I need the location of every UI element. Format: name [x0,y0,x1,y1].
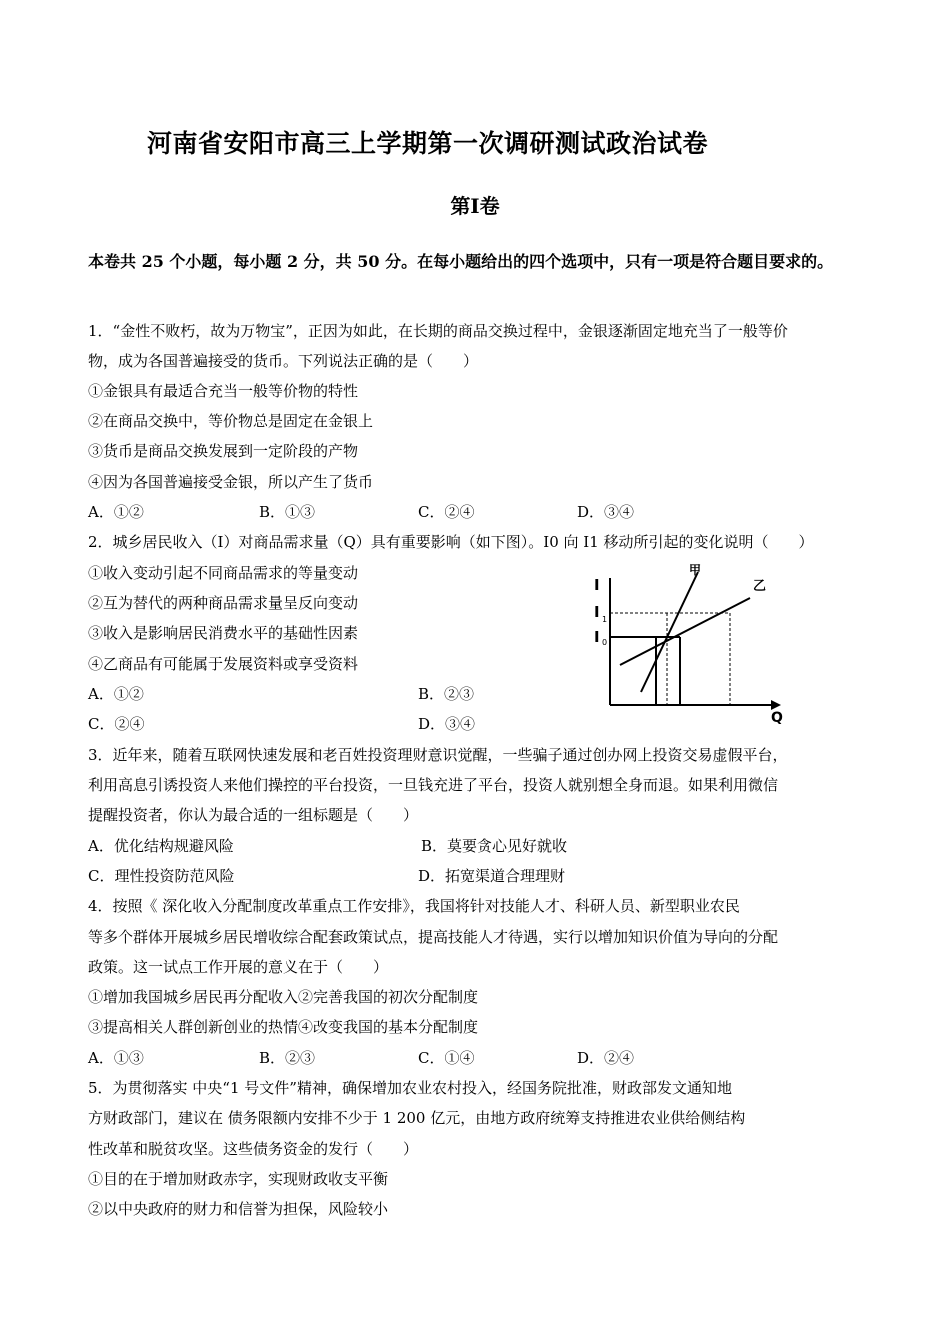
line-yi-label: 乙 [753,579,767,594]
q1-option-a: A．①② [88,503,144,521]
q4-option-d: D．②④ [577,1049,635,1067]
q1-item-3: ③货币是商品交换发展到一定阶段的产物 [88,442,359,460]
q2-option-a: A．①② [88,685,144,703]
q1-item-4: ④因为各国普遍接受金银，所以产生了货币 [88,473,374,491]
q4-stem-line1: 4．按照《 深化收入分配制度改革重点工作安排》，我国将针对技能人才、科研人员、新型职业农民 [88,897,740,915]
q3-option-c: C．理性投资防范风险 [88,867,235,885]
page-title: 河南省安阳市高三上学期第一次调研测试政治试卷 [147,129,709,158]
q2-option-b: B．②③ [418,685,475,703]
q1-option-b: B．①③ [259,503,316,521]
q5-item-2: ②以中央政府的财力和信誉为担保，风险较小 [88,1200,389,1218]
section-heading: 第Ⅰ卷 [450,194,500,218]
instructions: 本卷共 25 个小题，每小题 2 分，共 50 分。在每小题给出的四个选项中，只有一项是符合题目要求的。 [88,252,834,271]
i0-label: I [594,628,600,646]
line-jia-label: 甲 [689,563,702,577]
y-axis-label: I [594,576,600,594]
x-axis-arrow [771,700,781,710]
q5-stem-line1: 5．为贯彻落实 中央“1 号文件”精神，确保增加农业农村投入，经国务院批准，财政部发文通知地 [88,1079,732,1097]
i1-subscript: 1 [602,615,608,624]
q1-option-d: D．③④ [577,503,635,521]
i0-subscript: 0 [602,638,608,647]
q3-stem-line3: 提醒投资者，你认为最合适的一组标题是（ ） [88,806,419,824]
q1-option-c: C．②④ [418,503,475,521]
q3-stem-line2: 利用高息引诱投资人来他们操控的平台投资，一旦钱充进了平台，投资人就别想全身而退。如果利用微信 [88,776,779,794]
q3-stem-line1: 3．近年来，随着互联网快速发展和老百姓投资理财意识觉醒，一些骗子通过创办网上投资交易虚假平台， [88,746,788,764]
q3-option-b: B．莫要贪心见好就收 [421,837,568,855]
q2-option-d: D．③④ [418,715,476,733]
q1-stem-line1: 1．“金性不败朽，故为万物宝”，正因为如此，在长期的商品交换过程中，金银逐渐固定地充当了一般等价 [88,322,788,340]
q5-stem-line3: 性改革和脱贫攻坚。这些债务资金的发行（ ） [88,1140,419,1158]
income-demand-diagram [585,560,795,735]
q4-option-a: A．①③ [88,1049,144,1067]
line-jia [641,572,698,692]
q1-stem-line2: 物，成为各国普遍接受的货币。下列说法正确的是（ ） [88,352,479,370]
q2-stem: 2．城乡居民收入（I）对商品需求量（Q）具有重要影响（如下图）。I0 向 I1 移动所引起的变化说明（ ） [88,533,814,551]
q3-option-d: D．拓宽渠道合理理财 [418,867,566,885]
q2-item-1: ①收入变动引起不同商品需求的等量变动 [88,564,359,582]
q2-item-4: ④乙商品有可能属于发展资料或享受资料 [88,655,359,673]
q4-option-c: C．①④ [418,1049,475,1067]
q5-item-1: ①目的在于增加财政赤字，实现财政收支平衡 [88,1170,389,1188]
q1-item-1: ①金银具有最适合充当一般等价物的特性 [88,382,359,400]
q5-stem-line2: 方财政部门，建议在 债务限额内安排不少于 1 200 亿元，由地方政府统筹支持推进农业供给侧结构 [88,1109,746,1127]
q1-item-2: ②在商品交换中，等价物总是固定在金银上 [88,412,374,430]
q2-option-c: C．②④ [88,715,145,733]
q3-option-a: A．优化结构规避风险 [88,837,234,855]
i1-label: I [594,603,600,621]
q4-stem-line2: 等多个群体开展城乡居民增收综合配套政策试点，提高技能人才待遇，实行以增加知识价值为导向的分配 [88,928,779,946]
q4-item-3-4: ③提高相关人群创新创业的热情④改变我国的基本分配制度 [88,1018,479,1036]
x-axis-label: Q [771,710,783,726]
q2-item-3: ③收入是影响居民消费水平的基础性因素 [88,624,359,642]
q4-item-1-2: ①增加我国城乡居民再分配收入②完善我国的初次分配制度 [88,988,479,1006]
q4-option-b: B．②③ [259,1049,316,1067]
q2-item-2: ②互为替代的两种商品需求量呈反向变动 [88,594,359,612]
q4-stem-line3: 政策。这一试点工作开展的意义在于（ ） [88,958,389,976]
